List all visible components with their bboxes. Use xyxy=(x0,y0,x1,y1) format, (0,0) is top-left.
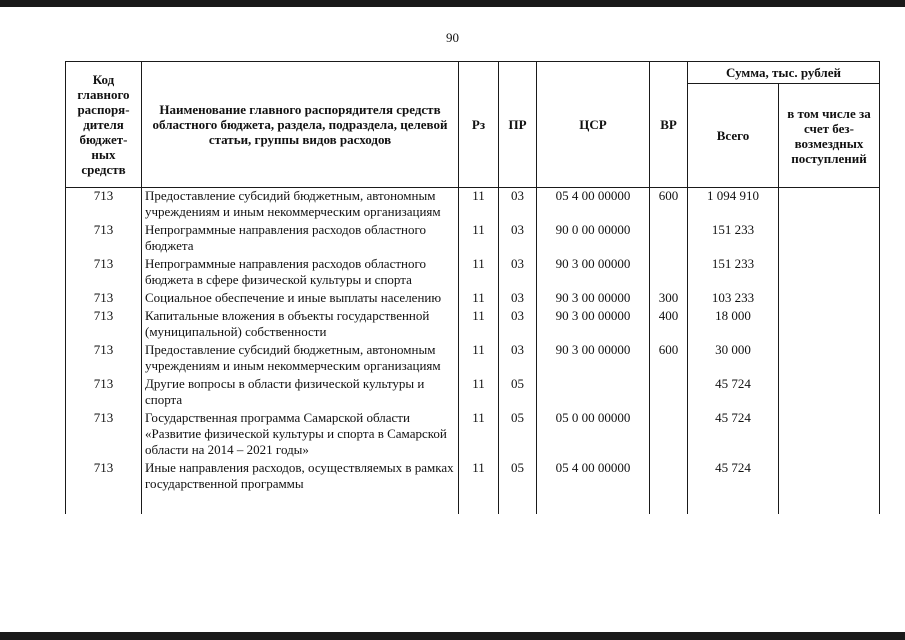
cell-rz: 11 xyxy=(459,342,499,376)
cell-grants xyxy=(779,222,880,256)
cell-name: Другие вопросы в области физической культуры и спорта xyxy=(142,376,459,410)
cell-rz: 11 xyxy=(459,410,499,460)
cell-pr: 03 xyxy=(499,188,537,223)
cell-vr xyxy=(650,410,688,460)
cell-grants xyxy=(779,188,880,223)
cell-grants xyxy=(779,342,880,376)
header-grants: в том числе за счет без-возмездных поступлений xyxy=(779,84,880,188)
cell-code: 713 xyxy=(66,256,142,290)
header-total: Всего xyxy=(688,84,779,188)
cell-grants xyxy=(779,410,880,460)
cell-code: 713 xyxy=(66,460,142,514)
table-row xyxy=(66,308,880,342)
header-sum: Сумма, тыс. рублей xyxy=(688,62,880,84)
cell-rz: 11 xyxy=(459,308,499,342)
cell-rz: 11 xyxy=(459,256,499,290)
budget-table xyxy=(65,61,880,514)
cell-total: 151 233 xyxy=(688,256,779,290)
cell-vr: 600 xyxy=(650,188,688,223)
bottom-scan-border xyxy=(0,632,905,640)
cell-pr: 05 xyxy=(499,376,537,410)
top-scan-border xyxy=(0,0,905,7)
cell-code: 713 xyxy=(66,222,142,256)
cell-vr xyxy=(650,222,688,256)
cell-code: 713 xyxy=(66,376,142,410)
cell-vr xyxy=(650,376,688,410)
table-row xyxy=(66,290,880,308)
table-row xyxy=(66,222,880,256)
cell-grants xyxy=(779,376,880,410)
header-rz: Рз xyxy=(459,62,499,188)
table-row xyxy=(66,460,880,514)
cell-name: Социальное обеспечение и иные выплаты населению xyxy=(142,290,459,308)
cell-rz: 11 xyxy=(459,188,499,223)
cell-rz: 11 xyxy=(459,460,499,514)
cell-grants xyxy=(779,460,880,514)
cell-csr: 90 3 00 00000 xyxy=(537,256,650,290)
table-row xyxy=(66,256,880,290)
cell-vr xyxy=(650,256,688,290)
cell-name: Предоставление субсидий бюджетным, автономным учреждениям и иным некоммерческим организациям xyxy=(142,342,459,376)
table-row xyxy=(66,410,880,460)
header-code: Код главного распоря-дителя бюджет-ных средств xyxy=(66,62,142,188)
cell-total: 151 233 xyxy=(688,222,779,256)
cell-vr: 400 xyxy=(650,308,688,342)
cell-code: 713 xyxy=(66,342,142,376)
cell-rz: 11 xyxy=(459,222,499,256)
cell-total: 45 724 xyxy=(688,376,779,410)
cell-total: 1 094 910 xyxy=(688,188,779,223)
cell-name: Иные направления расходов, осуществляемых в рамках государственной программы xyxy=(142,460,459,514)
cell-vr: 300 xyxy=(650,290,688,308)
cell-vr xyxy=(650,460,688,514)
cell-code: 713 xyxy=(66,410,142,460)
cell-csr: 05 4 00 00000 xyxy=(537,188,650,223)
cell-grants xyxy=(779,308,880,342)
cell-csr xyxy=(537,376,650,410)
cell-name: Государственная программа Самарской области «Развитие физической культуры и спорта в Самарской области на 2014 – 2021 годы» xyxy=(142,410,459,460)
table-body xyxy=(66,188,880,515)
header-vr: ВР xyxy=(650,62,688,188)
page-number: 90 xyxy=(446,30,459,45)
cell-name: Непрограммные направления расходов областного бюджета в сфере физической культуры и спорта xyxy=(142,256,459,290)
cell-csr: 90 3 00 00000 xyxy=(537,308,650,342)
cell-total: 45 724 xyxy=(688,410,779,460)
cell-total: 18 000 xyxy=(688,308,779,342)
cell-csr: 90 3 00 00000 xyxy=(537,342,650,376)
cell-total: 45 724 xyxy=(688,460,779,514)
cell-pr: 03 xyxy=(499,342,537,376)
cell-total: 103 233 xyxy=(688,290,779,308)
cell-pr: 03 xyxy=(499,308,537,342)
table-row xyxy=(66,342,880,376)
cell-name: Предоставление субсидий бюджетным, автономным учреждениям и иным некоммерческим организациям xyxy=(142,188,459,223)
cell-total: 30 000 xyxy=(688,342,779,376)
cell-name: Капитальные вложения в объекты государственной (муниципальной) собственности xyxy=(142,308,459,342)
header-name: Наименование главного распорядителя средств областного бюджета, раздела, подраздела, целевой статьи, группы видов расходов xyxy=(142,62,459,188)
cell-pr: 03 xyxy=(499,256,537,290)
cell-pr: 05 xyxy=(499,460,537,514)
cell-csr: 90 3 00 00000 xyxy=(537,290,650,308)
cell-grants xyxy=(779,290,880,308)
cell-name: Непрограммные направления расходов областного бюджета xyxy=(142,222,459,256)
cell-rz: 11 xyxy=(459,290,499,308)
cell-csr: 05 4 00 00000 xyxy=(537,460,650,514)
cell-pr: 03 xyxy=(499,222,537,256)
header-pr: ПР xyxy=(499,62,537,188)
cell-csr: 05 0 00 00000 xyxy=(537,410,650,460)
table-header xyxy=(66,62,880,188)
cell-code: 713 xyxy=(66,188,142,223)
cell-pr: 03 xyxy=(499,290,537,308)
cell-code: 713 xyxy=(66,290,142,308)
table-row xyxy=(66,376,880,410)
cell-pr: 05 xyxy=(499,410,537,460)
cell-csr: 90 0 00 00000 xyxy=(537,222,650,256)
cell-grants xyxy=(779,256,880,290)
cell-vr: 600 xyxy=(650,342,688,376)
cell-code: 713 xyxy=(66,308,142,342)
cell-rz: 11 xyxy=(459,376,499,410)
table-row xyxy=(66,188,880,223)
header-csr: ЦСР xyxy=(537,62,650,188)
